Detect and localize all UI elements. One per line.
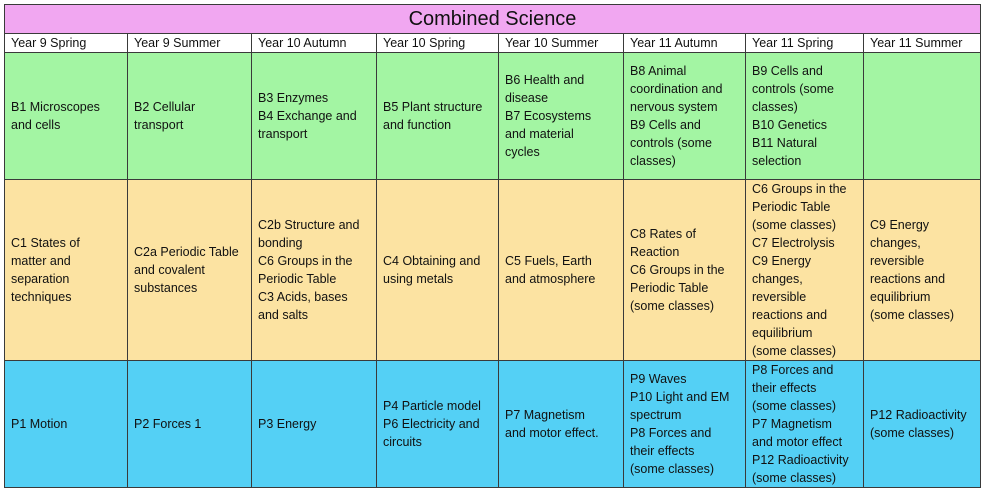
biology-cell: B9 Cells and controls (some classes) B10 Genetics B11 Natural selection: [746, 53, 864, 180]
column-header-year-10-spring: Year 10 Spring: [377, 34, 499, 53]
physics-cell: P3 Energy: [252, 361, 377, 488]
column-header-year-10-summer: Year 10 Summer: [499, 34, 624, 53]
biology-cell: B5 Plant structure and function: [377, 53, 499, 180]
biology-cell: B3 Enzymes B4 Exchange and transport: [252, 53, 377, 180]
chemistry-row: [5, 180, 981, 361]
column-header-year-11-summer: Year 11 Summer: [864, 34, 981, 53]
column-header-year-10-autumn: Year 10 Autumn: [252, 34, 377, 53]
biology-cell: B8 Animal coordination and nervous system B9 Cells and controls (some classes): [624, 53, 746, 180]
column-header-year-9-summer: Year 9 Summer: [128, 34, 252, 53]
physics-cell: P8 Forces and their effects (some classes) P7 Magnetism and motor effect P12 Radioactivity (some classes): [746, 361, 864, 488]
biology-cell: B2 Cellular transport: [128, 53, 252, 180]
chemistry-cell: C2a Periodic Table and covalent substances: [128, 180, 252, 361]
column-header-year-11-autumn: Year 11 Autumn: [624, 34, 746, 53]
physics-cell: P1 Motion: [5, 361, 128, 488]
chemistry-cell: C9 Energy changes, reversible reactions and equilibrium (some classes): [864, 180, 981, 361]
physics-cell: P9 Waves P10 Light and EM spectrum P8 Forces and their effects (some classes): [624, 361, 746, 488]
physics-row: [5, 361, 981, 488]
column-header-year-11-spring: Year 11 Spring: [746, 34, 864, 53]
physics-cell: P2 Forces 1: [128, 361, 252, 488]
chemistry-cell: C4 Obtaining and using metals: [377, 180, 499, 361]
combined-science-table: [4, 4, 981, 488]
title-row: [5, 5, 981, 34]
physics-cell: P4 Particle model P6 Electricity and circuits: [377, 361, 499, 488]
biology-cell: [864, 53, 981, 180]
header-row: [5, 34, 981, 53]
chemistry-cell: C2b Structure and bonding C6 Groups in the Periodic Table C3 Acids, bases and salts: [252, 180, 377, 361]
curriculum-table-container: [4, 4, 980, 488]
column-header-year-9-spring: Year 9 Spring: [5, 34, 128, 53]
chemistry-cell: C8 Rates of Reaction C6 Groups in the Periodic Table (some classes): [624, 180, 746, 361]
chemistry-cell: C1 States of matter and separation techniques: [5, 180, 128, 361]
chemistry-cell: C5 Fuels, Earth and atmosphere: [499, 180, 624, 361]
physics-cell: P7 Magnetism and motor effect.: [499, 361, 624, 488]
physics-cell: P12 Radioactivity (some classes): [864, 361, 981, 488]
biology-cell: B6 Health and disease B7 Ecosystems and material cycles: [499, 53, 624, 180]
chemistry-cell: C6 Groups in the Periodic Table (some classes) C7 Electrolysis C9 Energy changes, reversible reactions and equilibrium (some classes): [746, 180, 864, 361]
table-title: Combined Science: [5, 5, 981, 34]
biology-row: [5, 53, 981, 180]
biology-cell: B1 Microscopes and cells: [5, 53, 128, 180]
